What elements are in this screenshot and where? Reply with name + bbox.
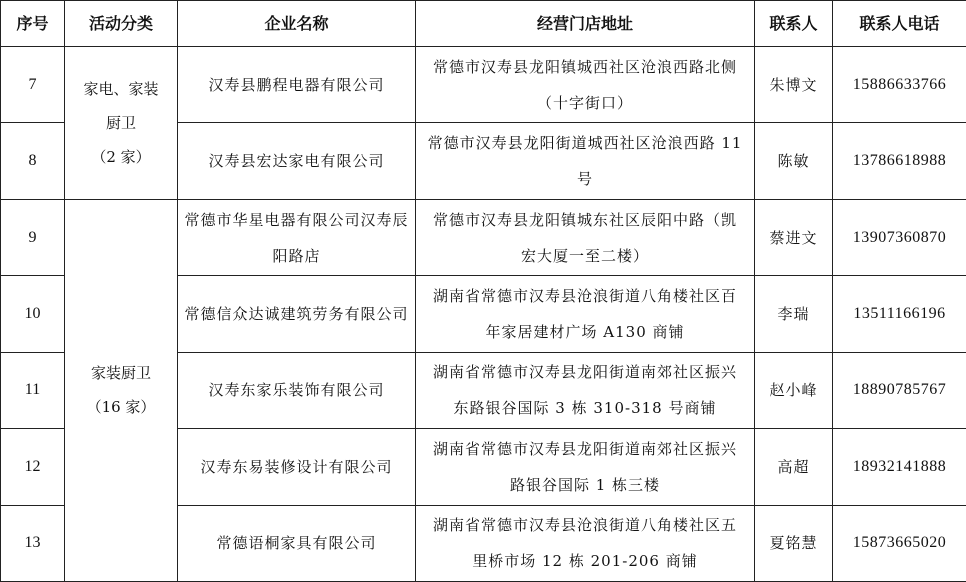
- row-contact: 陈敏: [755, 123, 833, 199]
- header-seq: 序号: [1, 1, 65, 47]
- row-address: 湖南省常德市汉寿县龙阳街道南郊社区振兴东路银谷国际 3 栋 310-318 号商铺: [416, 352, 755, 428]
- row-seq: 7: [1, 47, 65, 123]
- row-seq: 12: [1, 429, 65, 505]
- row-seq: 9: [1, 199, 65, 275]
- row-phone: 18890785767: [833, 352, 966, 428]
- header-phone: 联系人电话: [833, 1, 966, 47]
- row-seq: 13: [1, 505, 65, 581]
- row-phone: 15886633766: [833, 47, 966, 123]
- row-phone: 13786618988: [833, 123, 966, 199]
- row-company: 常德市华星电器有限公司汉寿辰阳路店: [178, 199, 416, 275]
- row-company: 汉寿县鹏程电器有限公司: [178, 47, 416, 123]
- category-label: 厨卫: [105, 113, 136, 132]
- row-company: 汉寿东家乐装饰有限公司: [178, 352, 416, 428]
- header-address: 经营门店地址: [416, 1, 755, 47]
- row-phone: 13907360870: [833, 199, 966, 275]
- row-phone: 13511166196: [833, 276, 966, 352]
- row-company: 常德语桐家具有限公司: [178, 505, 416, 581]
- category-label: 家装厨卫: [90, 364, 151, 383]
- category-count: （16 家）: [86, 398, 156, 417]
- header-category: 活动分类: [65, 1, 178, 47]
- header-row: [1, 1, 966, 47]
- row-seq: 10: [1, 276, 65, 352]
- row-address: 湖南省常德市汉寿县龙阳街道南郊社区振兴路银谷国际 1 栋三楼: [416, 429, 755, 505]
- row-address: 湖南省常德市汉寿县沧浪街道八角楼社区百年家居建材广场 A130 商铺: [416, 276, 755, 352]
- row-address: 常德市汉寿县龙阳镇城东社区辰阳中路（凯宏大厦一至二楼）: [416, 199, 755, 275]
- row-contact: 高超: [755, 429, 833, 505]
- row-phone: 18932141888: [833, 429, 966, 505]
- table-row: [1, 199, 966, 275]
- row-company: 汉寿东易装修设计有限公司: [178, 429, 416, 505]
- row-contact: 赵小峰: [755, 352, 833, 428]
- row-address: 湖南省常德市汉寿县沧浪街道八角楼社区五里桥市场 12 栋 201-206 商铺: [416, 505, 755, 581]
- category-count: （2 家）: [91, 147, 151, 166]
- header-contact: 联系人: [755, 1, 833, 47]
- row-contact: 夏铭慧: [755, 505, 833, 581]
- row-address: 常德市汉寿县龙阳街道城西社区沧浪西路 11 号: [416, 123, 755, 199]
- row-company: 汉寿县宏达家电有限公司: [178, 123, 416, 199]
- table-row: [1, 47, 966, 123]
- row-contact: 蔡进文: [755, 199, 833, 275]
- row-company: 常德信众达诚建筑劳务有限公司: [178, 276, 416, 352]
- row-address: 常德市汉寿县龙阳镇城西社区沧浪西路北侧（十字街口）: [416, 47, 755, 123]
- category-cell: [65, 47, 178, 200]
- row-contact: 李瑞: [755, 276, 833, 352]
- row-seq: 8: [1, 123, 65, 199]
- category-cell: [65, 199, 178, 581]
- row-phone: 15873665020: [833, 505, 966, 581]
- header-company: 企业名称: [178, 1, 416, 47]
- row-seq: 11: [1, 352, 65, 428]
- category-label: 家电、家装: [83, 79, 159, 98]
- row-contact: 朱博文: [755, 47, 833, 123]
